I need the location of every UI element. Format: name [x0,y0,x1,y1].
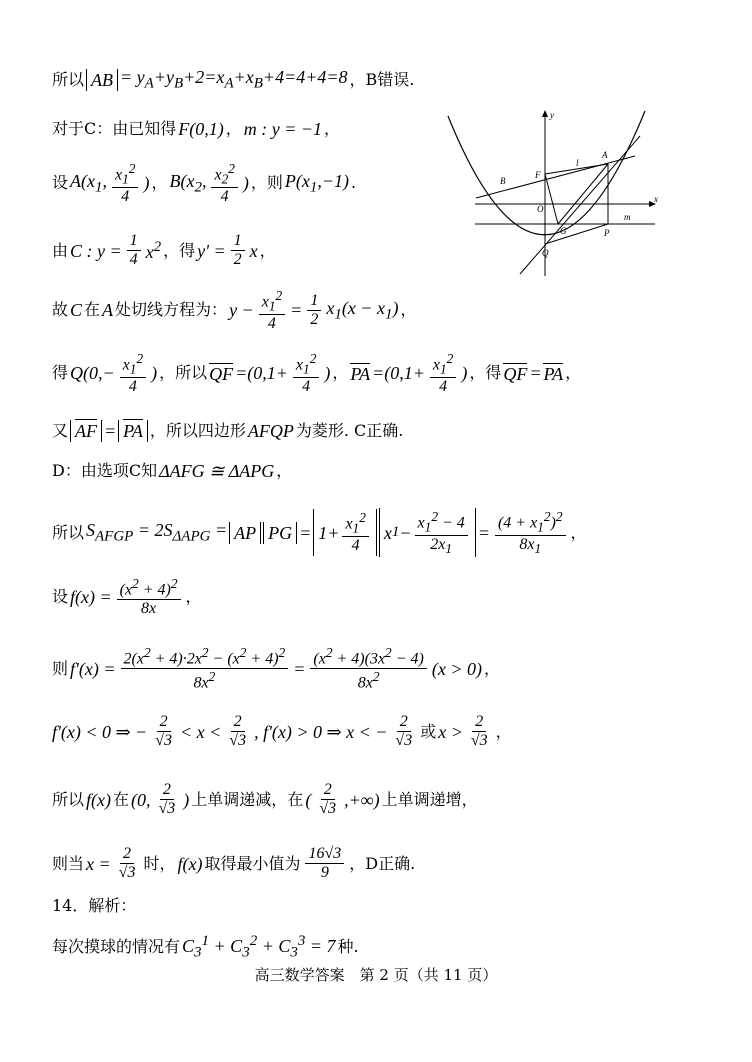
text-line-6: 得 Q(0,− $\frac{x_1^2}{4}$ ) ，所以 QF =(0,1+ $\frac{x_1^2}{4}$ ) ， PA =(0,1+ $\frac{x_1^2}{4}$ ) ，得 QF = PA ， [52,351,582,395]
text-line-12: f'(x) < 0 ⇒ − $\frac{2}{√3}$ < x < $\frac{2}{√3}$ , f'(x) > 0 ⇒ x < − $\frac{2}{√3}$ 或 x > $\frac{2}{√3}$ ， [52,713,512,749]
parabola-curve [448,111,645,235]
label-l: l [576,158,579,168]
text-line-9: 所以 $S_{AFGP} = 2S_{\Delta APG}$ = AP PG = 1+ $\frac{x_1^2}{4}$ x 1 − $\frac{x_1^2 - 4}{2x_1}$ = $\frac{(4 + x_1^2)^2}{8x_1}$ ， [52,509,587,557]
text-line-5: 故 C 在 A 处切线方程为： y − $\frac{x_1^2}{4}$ = $\frac{1}{2}$ $x_1(x - x_1)$ ， [52,288,417,332]
text-line-13: 所以 f(x) 在 (0, $\frac{2}{√3}$ ) 上单调递减，在 ( $\frac{2}{√3}$ ,+∞) 上单调递增， [52,781,478,817]
label-O: O [537,204,544,214]
text-line-3: 设 $A(x_1$, $\frac{x_1^2}{4}$ ) ， $B(x_2$, $\frac{x_2^2}{4}$ ) ，则 $P(x_1,-1)$ . [52,161,357,205]
text-line-11: 则 f'(x) = $\frac{2(x^2 + 4)\cdot 2x^2 - (x^2 + 4)^2}{8x^2}$ = $\frac{(x^2 + 4)(3x^2 - 4)}{8x^2}$ (x > 0) ， [52,645,500,692]
label-F: F [535,170,541,180]
parabola-figure [440,106,665,278]
text-line-4: 由 C : y = $\frac{1}{4}$ $x^2$ ，得 y' = $\frac{1}{2}$ x ， [52,232,276,268]
text-line-1: 所以 AB = $y_A+y_B+2=x_A+x_B+4=4+4=8$ ，B错误. [52,67,415,92]
text-line-15: 14．解析： [52,896,137,915]
text-line-2: 对于C：由已知得 F(0,1) ， m : y = −1 ， [52,119,341,139]
label-x: x [654,194,658,204]
text-line-7: 又 AF = PA ，所以四边形 AFQP 为菱形. C正确. [52,421,404,441]
label-y: y [550,110,554,120]
text-line-14: 则当 x = $\frac{2}{√3}$ 时， f(x) 取得最小值为 $\frac{16√3}{9}$ ，D正确. [52,845,416,881]
label-P: P [604,228,610,238]
text-line-10: 设 f(x) = $\frac{(x^2 + 4)^2}{8x}$ ， [52,576,202,618]
label-B: B [500,176,506,186]
label-G: G [560,226,567,236]
page-footer: 高三数学答案 第 2 页（共 11 页） [254,966,498,984]
text-line-16: 每次摸球的情况有 $C_3^1 + C_3^2 + C_3^3 = 7$ 种. [52,933,359,961]
label-m: m [624,212,631,222]
label-Q: Q [542,248,549,258]
label-A: A [602,150,608,160]
text-line-8: D：由选项C知 ΔAFG ≅ ΔAPG ， [52,461,293,481]
